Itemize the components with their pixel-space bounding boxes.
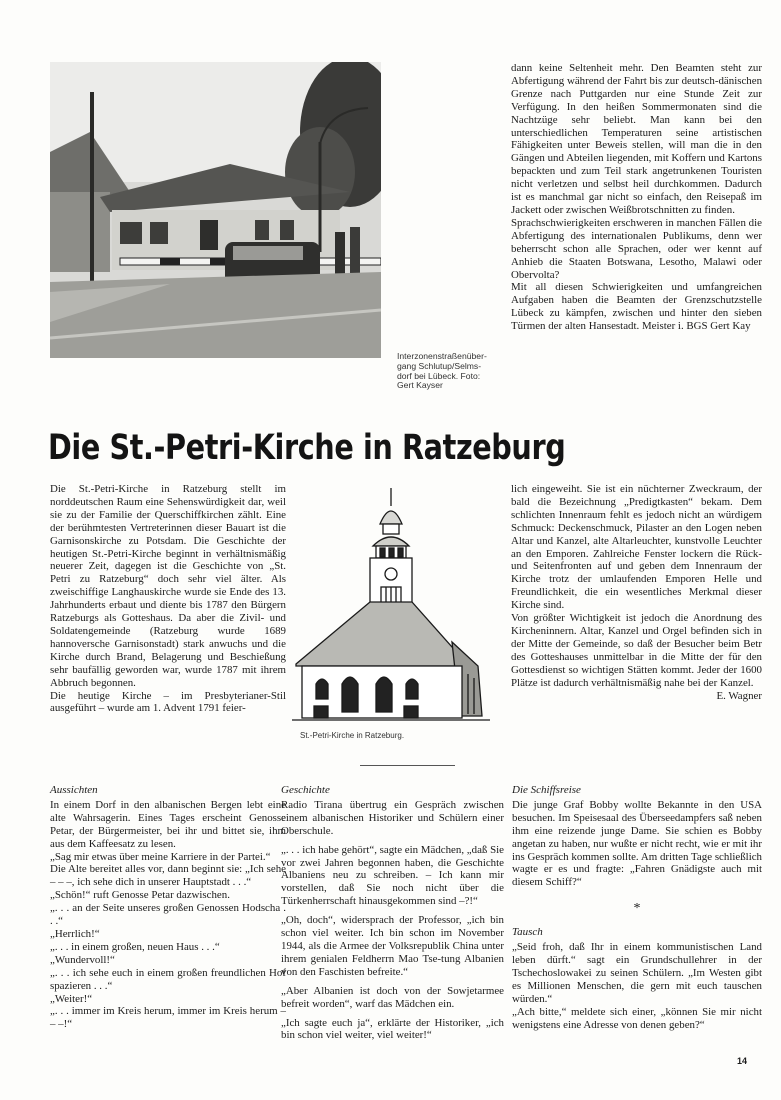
paragraph: „. . . ich habe gehört“, sagte ein Mädchen, „daß Sie vor zwei Jahren begonnen haben, die Geschichte Albaniens neu zu schreiben. – Ich kann mir vorstellen, daß Sie noch nicht über die Türkenherrschaft hinausgekommen sind –?!“ (281, 843, 504, 908)
text-line: „Seid froh, daß Ihr in einem kommunistischen Land leben dürft.“ sagt ein Grundschullehrer in der Tschechoslowakei zu seinen Schülern. „Im Westen gibt es Millionen Menschen, die gern mit euch tauschen würden.“ (512, 941, 762, 1005)
text-line: „Weiter!“ (50, 992, 93, 1005)
paragraph: „Aber Albanien ist doch von der Sowjetarmee befreit worden“, warf das Mädchen ein. (281, 984, 504, 1010)
church-article-left-column (50, 483, 286, 715)
border-crossing-photo-image (50, 62, 381, 358)
joke-aussichten (50, 784, 286, 1031)
paragraph: lich eingeweiht. Sie ist ein nüchterner Zweckraum, der bald die Bezeichnung „Predigtkasten“ bekam. Dem schlichten Innenraum fehlt es jedoch nicht an würdigem Schmuck: Deckenschmuck, Pilaster an den Logen neben Altar und Kanzel, alte Altarleuchter, kunstvolle Leuchter an den Emporen. Zahlreiche Fenster lockern die Rück- und Seitenfronten auf und geben dem Innenraum der Kirche trotz der umlaufenden Emporen Helle und Freundlichkeit, die ein wesentliches Merkmal dieser Kirche sind. (511, 483, 762, 612)
paragraph: Die heutige Kirche – im Presbyterianer-Stil ausgeführt – wurde am 1. Advent 1791 feier- (50, 689, 286, 715)
paragraph: „Ich sagte euch ja“, erklärte der Historiker, „ich bin schon viel weiter, viel weiter!“ (281, 1016, 504, 1042)
section-heading: Geschichte (281, 784, 330, 796)
text-line: „Sag mir etwas über meine Karriere in der Partei.“ (50, 850, 271, 863)
text-line: „Ach bitte,“ meldete sich einer, „können Sie mir nicht wenigstens eine Adresse von denen geben?“ (512, 1005, 762, 1031)
church-illustration (292, 484, 490, 730)
separator-star: * (633, 901, 641, 917)
paragraph: „Oh, doch“, widersprach der Professor, „ich bin schon viel weiter. Ich bin schon im November 1944, als die Armee der Volksrepublik China unter ihrem genialen Feldherrn Mao Tse-tung Albanien von den Faschisten befreite.“ (281, 914, 504, 978)
border-crossing-photo (50, 62, 381, 358)
text-line: In einem Dorf in den albanischen Bergen lebt eine alte Wahrsagerin. Eines Tages erscheint Genosse Petar, der Bürgermeister, bei ihr und bittet sie, ihm aus dem Kaffeesatz zu lesen. (50, 798, 286, 850)
paragraph: Sprachschwierigkeiten erschweren in manchen Fällen die Abfertigung des internationalen Publikums, denn wer beherrscht schon alle Sprachen, oder wer kennt auf Anhieb die Staaten Botswana, Lesotho, Malawi oder Obervolta? (511, 216, 762, 281)
paragraph: Mit all diesen Schwierigkeiten und umfangreichen Aufgaben haben die Beamten der Grenzschutzstelle Lübeck zu kämpfen, zwischen und hinter den sieben Türmen der alten Hansestadt. Meister i. BGS Gert Kay (511, 281, 762, 333)
article-title: Die St.-Petri-Kirche in Ratzeburg (48, 428, 566, 468)
paragraph: Die junge Graf Bobby wollte Bekannte in den USA besuchen. Im Speisesaal des Überseedampfers saß neben ihm eine reizende junge Dame. Sie schien es Bobby angetan zu haben, nur wußte er nicht recht, wie er mit ihr ins Gespräch kommen sollte. Am dritten Tage schließlich wagte er es und fragte: „Fahren Gnädigste auch mit diesem Schiff?“ (512, 798, 762, 889)
text-line: Die Alte bereitet alles vor, dann beginnt sie: „Ich sehe – – –, ich sehe dich in unserer Hauptstadt . . .“ (50, 863, 286, 889)
border-article-continuation (511, 62, 762, 333)
joke-geschichte (281, 784, 504, 1042)
text-line: „. . . an der Seite unseres großen Genossen Hodscha . . .“ (50, 902, 286, 928)
church-article-right-column (511, 483, 762, 702)
paragraph: dann keine Seltenheit mehr. Den Beamten steht zur Abfertigung während der Fahrt bis zur deutsch-dänischen Grenze nach Puttgarden nur eine Stunde Zeit zur Verfügung. In den heißen Sommermonaten sind die Nachtzüge sehr beliebt. Man kann bei den unterschiedlichen Temperaturen seine artistischen Fähigkeiten unter Beweis stellen, will man die in den Gängen und Abteilen liegenden, mit Koffern und Kartons bepackten und zum Teil stark angetrunkenen Touristen nicht verletzen und selbst heil durchkommen. Dadurch ist es manchmal gar nicht so einfach, den Reisepaß im Jackett oder zwischen Weißbrotschnitten zu finden. (511, 62, 763, 216)
page-number: 14 (737, 1056, 748, 1066)
text-line: „Schön!“ ruft Genosse Petar dazwischen. (50, 889, 230, 902)
section-heading: Aussichten (50, 784, 98, 796)
text-line: „. . . ich sehe euch in einem großen freundlichen Hof spazieren . . .“ (50, 966, 286, 992)
paragraph: Radio Tirana übertrug ein Gespräch zwischen einem albanischen Historiker und Schülern einer Oberschule. (281, 798, 504, 837)
photo-caption: Interzonenstraßenüber- gang Schlutup/Selms- dorf bei Lübeck. Foto: Gert Kayser (397, 351, 487, 391)
text-line: „Herrlich!“ (50, 927, 100, 940)
church-caption: St.-Petri-Kirche in Ratzeburg. (300, 731, 405, 740)
church-drawing (292, 484, 490, 730)
joke-column-right (512, 784, 762, 1031)
section-divider (360, 765, 455, 766)
text-line: „. . . immer im Kreis herum, immer im Kreis herum – – –!“ (50, 1005, 286, 1031)
section-heading: Die Schiffsreise (512, 784, 581, 796)
text-line: „Wundervoll!“ (50, 953, 115, 966)
paragraph: Von größter Wichtigkeit ist jedoch die Anordnung des Kircheninnern. Altar, Kanzel und Orgel befinden sich in der Mitte der Gemeinde, so daß der Besucher beim Betr des Gotteshauses unmittelbar in die Mitte der für den Gottesdienst so wichtigen Stätten kommt. Jeder der 1600 Plätze ist dadurch verhältnismäßig nahe bei der Kanzel. (511, 612, 762, 689)
author-signature: E. Wagner (716, 689, 762, 702)
paragraph: Die St.-Petri-Kirche in Ratzeburg stellt im norddeutschen Raum eine Sehenswürdigkeit dar, weil sie zu der Familie der Querschiffkirchen zählt. Eine der berühmtesten Vertreterinnen dieser Bauart ist die Garnisonskirche zu Potsdam. Die Geschichte der heutigen St.-Petri-Kirche beginnt in verhältnismäßig neuerer Zeit, dagegen ist die Geschichte von „St. Petri zu Ratzeburg“ doch sehr viel älter. Als zweischiffige Langhauskirche wurde sie Ende des 13. Jahrhunderts erbaut und diente bis 1787 den Bürgern Ratzeburgs als Gotteshaus. Da aber die Zivil- und Soldatengemeinde (Ratzeburg wurde 1689 hannoversche Garnisonstadt) stark anwuchs und die Kirche durch Brand, Belagerung und Beschießung sehr baufällig geworden war, wurde 1787 mit ihrem Abbruch begonnen. (50, 483, 286, 689)
text-line: „. . . in einem großen, neuen Haus . . .“ (50, 940, 220, 953)
section-heading: Tausch (512, 926, 543, 939)
